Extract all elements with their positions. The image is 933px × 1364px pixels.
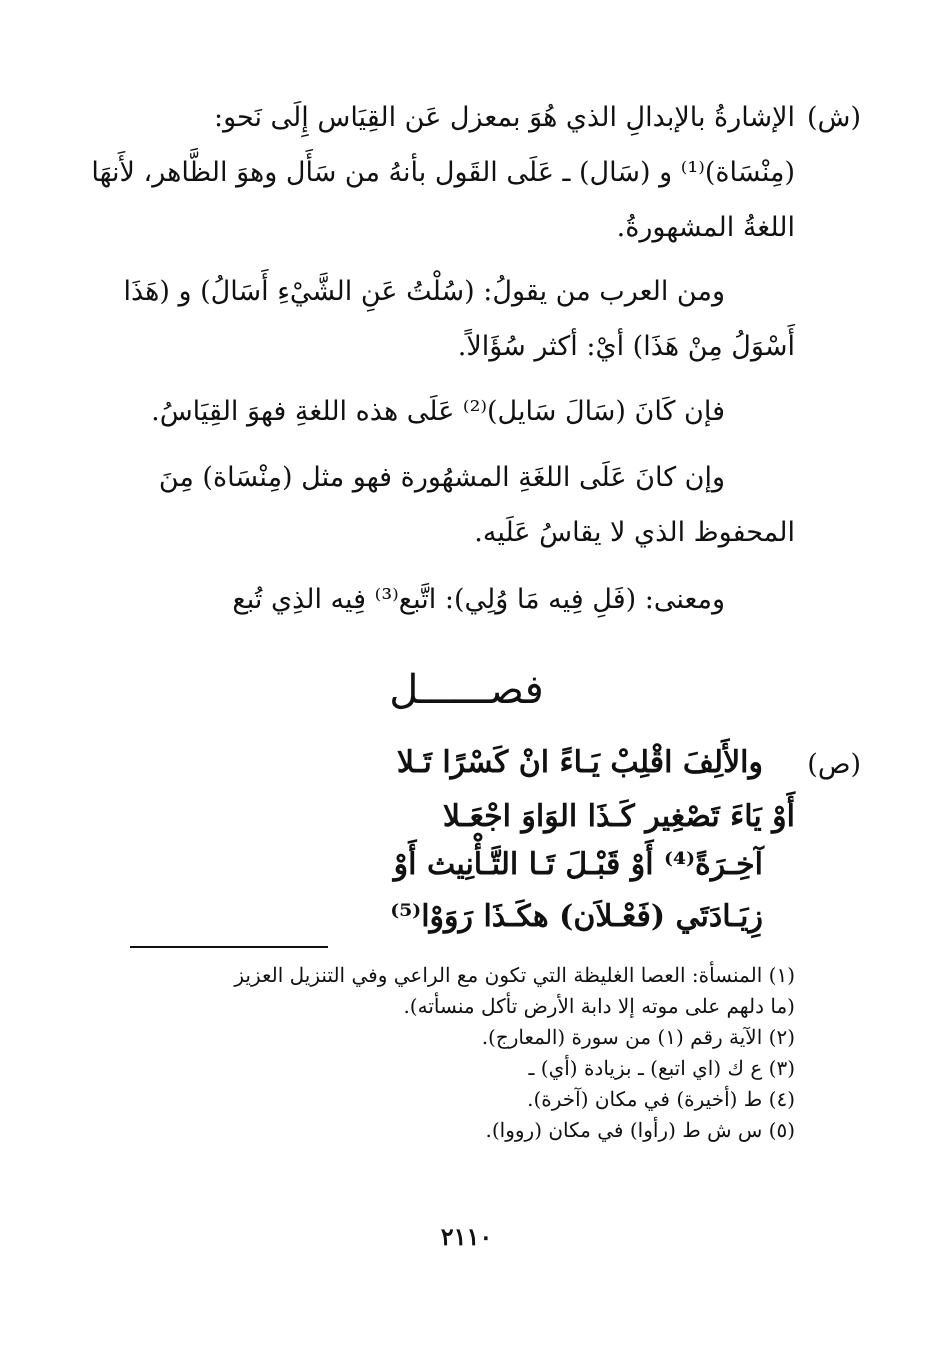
text-line: أَسْوَلُ مِنْ هَذَا) أيْ: أكثر سُؤَالاً. [457,331,795,362]
text-line: اللغةُ المشهورةُ. [616,212,795,243]
footnote-line: (٣) ع ك (اي اتبع) ـ بزيادة (أي) ـ [528,1056,795,1080]
sharh-marker: (ش) [806,102,861,133]
commentary-paragraph-1 [91,90,795,255]
footnotes [133,960,795,1146]
footnote-line: (٤) ط (أخيرة) في مكان (آخرة). [527,1087,795,1111]
footnote-divider [130,946,328,948]
commentary-paragraph-2 [123,264,795,374]
commentary-paragraph-3 [133,384,795,439]
verse-text: آخِـرَةً⁽⁴⁾ أَوْ قَبْـلَ تَـا التَّـأْنِيث أَوْ [393,847,763,882]
text-line: (مِنْسَاة)⁽¹⁾ و (سَال) ـ عَلَى القَول بأنهُ من سَأَل وهوَ الظَّاهر، لأَنهَا [91,157,795,188]
verse-text: أَوْ يَاءَ تَصْغِير كَـذَا الوَاوَ اجْعَـلا [442,799,795,834]
commentary-paragraph-4 [133,450,795,560]
text-line: وإن كانَ عَلَى اللغَةِ المشهُورة فهو مثل (مِنْسَاة) مِنَ [158,462,725,493]
commentary-paragraph-5 [133,572,795,627]
verse-text: زِيَـادَتَي (فَعْـلاَن) هكَـذَا رَوَوْا⁽⁵⁾ [390,899,763,934]
footnote-line: (١) المنسأة: العصا الغليظة التي تكون مع الراعي وفي التنزيل العزيز [234,963,795,987]
footnote-line: (٥) س ش ط (رأوا) في مكان (رووا). [485,1118,795,1142]
footnote-line: (ما دلهم على موته إلا دابة الأرض تأكل منسأته). [403,994,795,1018]
footnote-line: (٢) الآية رقم (١) من سورة (المعارج). [481,1025,795,1049]
text-line: المحفوظ الذي لا يقاسُ عَلَيه. [474,517,795,548]
verse-line-4 [143,890,763,944]
text-line: الإشارةُ بالإبدالِ الذي هُوَ بمعزل عَن القِيَاس إِلَى نَحو: [213,102,795,133]
matn-marker: (ص) [807,749,861,780]
verse-line-1 [143,736,763,790]
text-line: فإن كَانَ (سَالَ سَايل)⁽²⁾ عَلَى هذه اللغةِ فهوَ القِيَاسُ. [151,396,725,427]
page-number: ٢١١٠ [440,1222,493,1251]
verse-line-2 [175,790,795,844]
text-line: ومعنى: (فَلِ فِيه مَا وُلِي): اتَّبع⁽³⁾ فِيه الذِي تُبع [232,584,725,615]
section-title: فصــــــل [389,667,544,713]
text-line: ومن العرب من يقولُ: (سُلْتُ عَنِ الشَّيْءِ أَسَالُ) و (هَذَا [123,276,725,307]
verse-text: والأَلِفَ اقْلِبْ يَـاءً انْ كَسْرًا تَـلا [396,745,763,780]
verse-line-3 [143,838,763,892]
